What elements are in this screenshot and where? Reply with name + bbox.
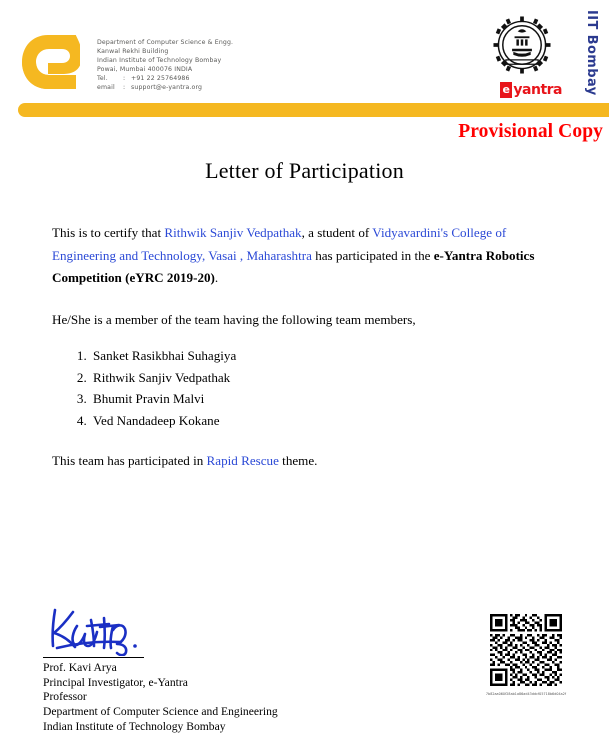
team-members-list: [52, 345, 564, 431]
list-item: 1. Sanket Rasikbhai Suhagiya: [90, 345, 564, 367]
signature-rule: [43, 657, 144, 658]
email-label: email: [97, 84, 115, 92]
certify-mid: , a student of: [301, 225, 373, 240]
theme-prefix: This team has participated in: [52, 453, 207, 468]
signatory-title: Professor: [43, 690, 87, 704]
certificate-header: [0, 0, 609, 120]
header-accent-bar: [18, 103, 609, 117]
signatory-role: Principal Investigator, e-Yantra: [43, 675, 188, 689]
college-name: Vidyavardini's College of Engineering and Technology, Vasai , Maharashtra: [52, 225, 507, 263]
signatory-name: Prof. Kavi Arya: [43, 661, 117, 675]
address-line: Indian Institute of Technology Bombay: [97, 57, 222, 65]
qr-code[interactable]: [490, 614, 562, 686]
telephone-row: [97, 74, 233, 83]
signatory-institute: Indian Institute of Technology Bombay: [43, 719, 226, 733]
certify-mid2: has participated in the: [311, 247, 434, 263]
signature-block: [43, 604, 343, 734]
student-name: Rithwik Sanjiv Vedpathak: [164, 225, 302, 240]
institute-name: IIT Bombay: [584, 10, 599, 96]
telephone-separator: :: [123, 75, 126, 83]
page-title: Letter of Participation: [205, 158, 404, 183]
email-row: [97, 83, 233, 92]
provisional-copy-watermark: Provisional Copy: [458, 121, 603, 142]
telephone-value: +91 22 25764986: [131, 75, 190, 83]
e-yantra-swoosh-logo: [18, 30, 80, 108]
header-address: [97, 38, 233, 93]
verification-block: [470, 596, 582, 696]
email-separator: :: [123, 84, 126, 92]
address-line: Department of Computer Science & Engg.: [97, 39, 234, 46]
theme-suffix: theme.: [278, 453, 318, 468]
theme-name: Rapid Rescue: [206, 453, 279, 468]
address-line: Powai, Mumbai 400076 INDIA: [97, 66, 193, 74]
list-item: 4. Ved Nandadeep Kokane: [90, 410, 564, 432]
certification-statement: [52, 222, 561, 290]
e-yantra-wordmark: [500, 82, 562, 97]
e-yantra-word: yantra: [513, 81, 562, 98]
certify-prefix: This is to certify that: [52, 225, 165, 240]
telephone-label: Tel.: [97, 75, 108, 83]
email-value: support@e-yantra.org: [131, 84, 203, 92]
list-item: 2. Rithwik Sanjiv Vedpathak: [90, 367, 564, 389]
handwritten-signature: [47, 604, 167, 656]
competition-name: e-Yantra Robotics Competition (eYRC 2019-20): [52, 247, 535, 285]
certify-suffix: .: [214, 270, 219, 285]
team-intro-text: He/She is a member of the team having the following team members,: [52, 311, 416, 327]
iit-bombay-gear-emblem: [491, 14, 553, 76]
signatory-department: Department of Computer Science and Engineering: [43, 704, 278, 718]
verification-hash: 7b82aa060f28ab1a86ad43ddcf05718b6d04a2f: [485, 692, 567, 696]
e-yantra-e-glyph: e: [500, 82, 512, 98]
list-item: 3. Bhumit Pravin Malvi: [90, 388, 564, 410]
address-line: Kanwal Rekhi Building: [97, 48, 169, 56]
signatory-details: [43, 661, 343, 734]
certificate-body: [52, 222, 564, 473]
theme-statement: [52, 450, 564, 473]
